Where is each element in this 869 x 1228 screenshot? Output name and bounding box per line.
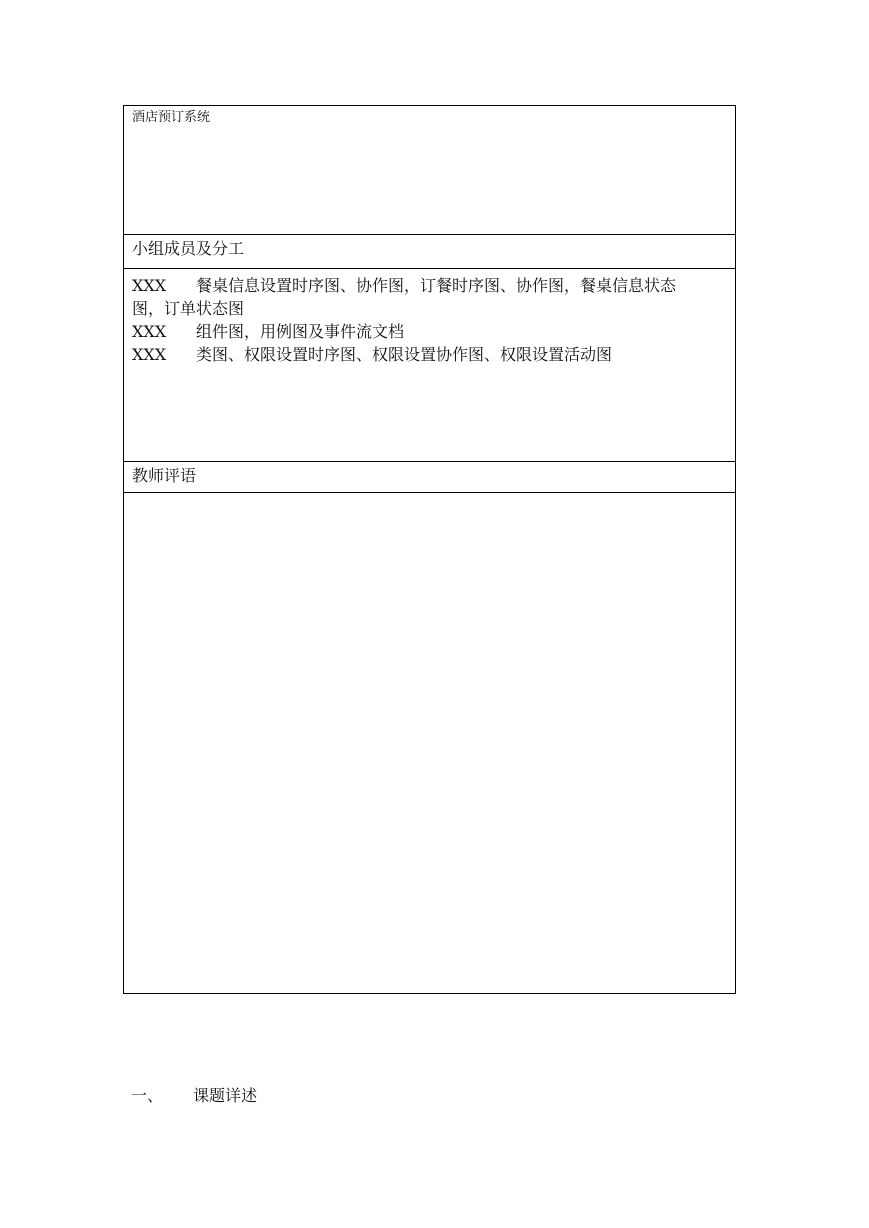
members-header: 小组成员及分工 bbox=[132, 239, 245, 258]
section-heading bbox=[131, 1085, 257, 1107]
section-title: 课题详述 bbox=[193, 1086, 258, 1105]
project-name: 酒店预订系统 bbox=[132, 110, 211, 125]
section-number: 一、 bbox=[131, 1086, 164, 1105]
member-name: XXX bbox=[132, 276, 167, 295]
project-name-cell bbox=[124, 106, 735, 235]
members-header-cell bbox=[124, 235, 735, 269]
member-entry bbox=[132, 320, 729, 343]
comment-body-cell bbox=[124, 493, 735, 993]
report-cover-table bbox=[123, 105, 736, 994]
comment-header: 教师评语 bbox=[132, 466, 197, 485]
member-duties-continued: 图，订单状态图 bbox=[132, 299, 245, 318]
member-list bbox=[132, 274, 729, 366]
member-duties: 类图、权限设置时序图、权限设置协作图、权限设置活动图 bbox=[196, 345, 613, 364]
member-entry bbox=[132, 274, 729, 320]
member-entry bbox=[132, 343, 729, 366]
member-name: XXX bbox=[132, 345, 167, 364]
member-duties: 组件图，用例图及事件流文档 bbox=[196, 322, 405, 341]
comment-header-cell bbox=[124, 462, 735, 493]
members-cell bbox=[124, 269, 735, 462]
member-duties: 餐桌信息设置时序图、协作图，订餐时序图、协作图，餐桌信息状态 bbox=[196, 276, 677, 295]
member-name: XXX bbox=[132, 322, 167, 341]
